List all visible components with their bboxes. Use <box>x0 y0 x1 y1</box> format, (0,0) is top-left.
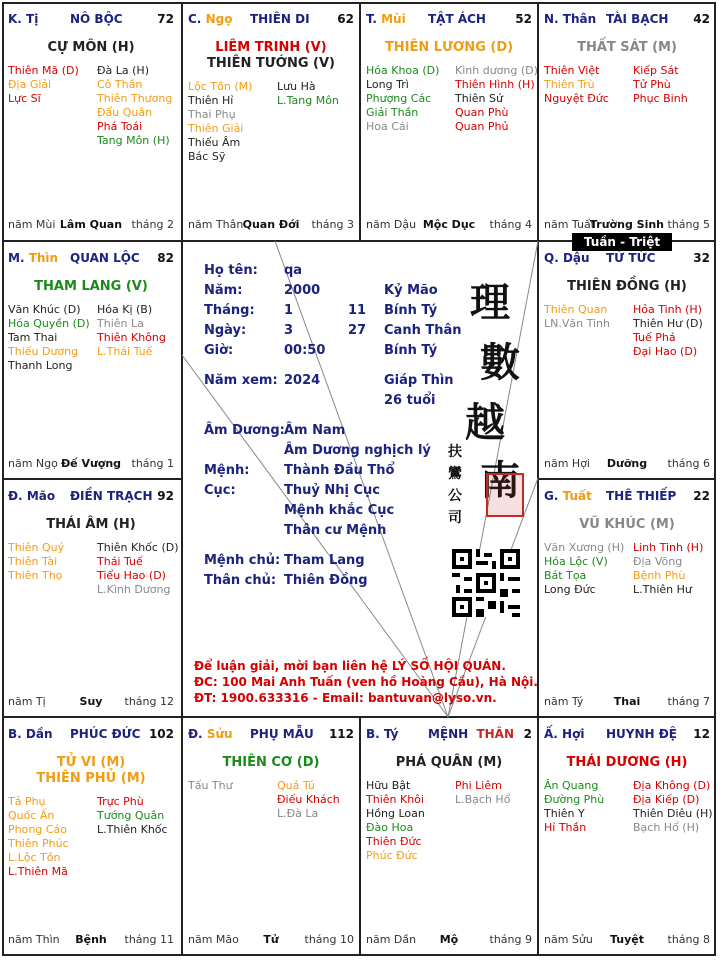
menh-value: Thành Đầu Thổ <box>284 463 395 478</box>
minor-star: Tấu Thư <box>188 779 233 792</box>
main-star: THIÊN LƯƠNG (D) <box>384 40 514 55</box>
tuan-triet-badge: Tuần - Triệt <box>572 233 672 251</box>
palace-name: QUAN LỘC <box>70 251 140 265</box>
month-marker: tháng 3 <box>311 218 354 231</box>
minor-star: Phá Toái <box>97 120 143 133</box>
decade-year: năm Thân <box>188 218 244 231</box>
star-column-left <box>544 64 609 106</box>
earthly-branch: Tý <box>383 727 399 741</box>
heavenly-stem: N. <box>544 12 559 26</box>
minor-star: Hoa Cái <box>366 120 409 133</box>
main-star: THIÊN TƯỚNG (V) <box>207 56 335 71</box>
minor-star: Hóa Quyền (D) <box>8 317 90 330</box>
minor-star: Văn Xương (H) <box>544 541 625 554</box>
palace-number: 92 <box>157 489 174 503</box>
month-marker: tháng 10 <box>304 933 354 946</box>
month-marker: tháng 5 <box>667 218 710 231</box>
minor-star: Thiên Tài <box>8 555 58 568</box>
month-marker: tháng 8 <box>667 933 710 946</box>
palace-cell-dan[interactable] <box>2 717 180 955</box>
main-star: THIÊN ĐỒNG (H) <box>567 279 687 294</box>
minor-star: Quan Phủ <box>455 120 509 133</box>
heavenly-stem: Q. <box>544 251 559 265</box>
minor-star: LN.Văn Tinh <box>544 317 610 330</box>
main-star: THÁI ÂM (H) <box>46 517 136 532</box>
decade-year: năm Tuất <box>544 218 595 231</box>
star-column-left <box>8 795 69 879</box>
minor-star: Hồng Loan <box>366 807 425 820</box>
cuc-label: Cục: <box>204 483 236 498</box>
life-stage: Quan Đới <box>242 218 300 231</box>
palace-name: TÀI BẠCH <box>606 12 669 26</box>
palace-footer <box>544 218 710 232</box>
minor-star: Thiên Hình (H) <box>455 78 535 91</box>
minor-star: Nguyệt Đức <box>544 92 609 105</box>
palace-cell-hoi[interactable] <box>538 717 716 955</box>
palace-footer <box>8 457 174 471</box>
minor-star: Hóa Khoa (D) <box>366 64 440 77</box>
amduong-value: Âm Nam <box>284 423 346 438</box>
life-stage: Mộc Dục <box>422 218 476 231</box>
year-label: Năm: <box>204 283 243 298</box>
minor-star: Địa Giải <box>8 78 52 91</box>
minor-star: Thiên Quan <box>544 303 608 316</box>
heavenly-stem: C. <box>188 12 202 26</box>
palace-number: 102 <box>148 727 174 741</box>
minor-star: Bác Sỹ <box>188 150 226 163</box>
month-marker: tháng 9 <box>489 933 532 946</box>
hour-can: Bính Tý <box>384 343 438 358</box>
name-value: qa <box>284 263 303 278</box>
palace-cell-thin[interactable] <box>2 241 180 479</box>
minor-star: Thiên Không <box>97 331 166 344</box>
star-column-left <box>366 64 439 134</box>
palace-header <box>8 251 174 267</box>
minor-star: L.Thiên Hư <box>633 583 692 596</box>
calligraphy-small: 司 <box>448 510 462 526</box>
calligraphy-small: 公 <box>448 488 462 504</box>
minor-star: Thiên Trù <box>544 78 595 91</box>
minor-star: Thái Tuế <box>97 555 143 568</box>
minor-star: Địa Không (D) <box>633 779 711 792</box>
decade-year: năm Thìn <box>8 933 60 946</box>
main-star: THẤT SÁT (M) <box>577 40 677 55</box>
minor-star: Phong Cáo <box>8 823 67 836</box>
minor-star: Long Đức <box>544 583 596 596</box>
palace-name: PHÚC ĐỨC <box>70 727 141 741</box>
main-star: TỬ VI (M) <box>56 755 126 770</box>
palace-footer <box>544 457 710 471</box>
minor-star: Văn Khúc (D) <box>8 303 81 316</box>
decade-year: năm Sửu <box>544 933 593 946</box>
qr-code-icon[interactable] <box>452 549 520 617</box>
center-info-panel <box>180 241 538 717</box>
view-year-label: Năm xem: <box>204 373 278 388</box>
palace-name: THÊ THIẾP <box>606 489 677 503</box>
palace-name: HUYNH ĐỆ <box>606 727 677 741</box>
heavenly-stem: B. <box>8 727 22 741</box>
minor-star: Quan Phù <box>455 106 509 119</box>
minor-star: Đẩu Quân <box>97 106 153 119</box>
month-value: 1 <box>284 303 294 318</box>
heavenly-stem: M. <box>8 251 25 265</box>
minor-star: L.Thiên Mã <box>8 865 68 878</box>
minor-star: Quốc Ấn <box>8 809 55 822</box>
minor-star: L.Thái Tuế <box>97 345 153 358</box>
minor-star: Thiếu Dương <box>8 345 79 358</box>
age-value: 26 tuổi <box>384 393 436 408</box>
heavenly-stem: T. <box>366 12 377 26</box>
palace-name: NÔ BỘC <box>70 12 123 26</box>
minor-star: Thiên Thọ <box>8 569 63 582</box>
palace-footer <box>8 933 174 947</box>
palace-number: 82 <box>157 251 174 265</box>
palace-header <box>8 727 174 743</box>
day-label: Ngày: <box>204 323 247 338</box>
minor-star: Thiên Thương <box>97 92 173 105</box>
minor-star: Bát Tọa <box>544 569 587 582</box>
life-stage: Dưỡng <box>606 457 648 470</box>
calligraphy-small: 扶 <box>448 444 462 460</box>
minor-star: Bệnh Phù <box>633 569 686 582</box>
calligraphy-char: 理 <box>470 279 510 326</box>
earthly-branch: Dần <box>25 727 53 741</box>
star-column-right <box>97 541 179 597</box>
month-marker: tháng 12 <box>124 695 174 708</box>
earthly-branch: Tuất <box>562 489 592 503</box>
star-column-right <box>633 303 703 359</box>
main-star: LIÊM TRINH (V) <box>215 40 327 55</box>
minor-star: Thiên Hỉ <box>188 94 234 107</box>
hour-value: 00:50 <box>284 343 326 358</box>
palace-header <box>8 489 174 505</box>
minor-star: Tiểu Hao (D) <box>97 569 166 582</box>
than-chu-label: Thân chủ: <box>204 573 277 588</box>
palace-footer <box>8 218 174 232</box>
main-star: THÁI DƯƠNG (H) <box>566 755 688 770</box>
life-stage: Bệnh <box>75 933 107 946</box>
minor-star: Thiên Đức <box>366 835 422 848</box>
minor-star: Thiên Y <box>544 807 585 820</box>
minor-star: Lộc Tồn (M) <box>188 80 253 93</box>
palace-cell-ngo[interactable] <box>182 2 360 240</box>
earthly-branch: Ngọ <box>205 12 233 26</box>
star-column-left <box>8 541 64 583</box>
life-stage: Lâm Quan <box>59 218 123 231</box>
view-year-can: Giáp Thìn <box>384 373 454 388</box>
palace-header <box>8 12 174 28</box>
than-chu-value: Thiên Đồng <box>284 573 368 588</box>
palace-number: 42 <box>693 12 710 26</box>
heavenly-stem: G. <box>544 489 559 503</box>
cuc-value: Thuỷ Nhị Cục <box>284 483 380 498</box>
year-value: 2000 <box>284 283 321 298</box>
minor-star: Hỏa Tinh (H) <box>633 303 702 316</box>
life-stage: Thai <box>613 695 641 708</box>
hour-label: Giờ: <box>204 343 234 358</box>
than-cu-note: Thân cư Mệnh <box>284 523 387 538</box>
minor-star: Thiên Khôi <box>366 793 424 806</box>
decade-year: năm Mão <box>188 933 239 946</box>
contact-line: Để luận giải, mời bạn liên hệ LÝ SỐ HỘI QUÁN. <box>194 659 506 673</box>
minor-star: Đường Phù <box>544 793 605 806</box>
palace-header <box>188 727 354 743</box>
palace-cell-dau[interactable] <box>538 241 716 479</box>
minor-star: Hóa Lộc (V) <box>544 555 608 568</box>
palace-cell-ty[interactable] <box>360 717 538 955</box>
minor-star: Cô Thần <box>97 78 143 91</box>
month-marker: tháng 2 <box>131 218 174 231</box>
palace-header <box>544 251 710 267</box>
minor-star: Tam Thai <box>8 331 58 344</box>
minor-star: Đại Hao (D) <box>633 345 698 358</box>
star-column-right <box>277 80 339 108</box>
palace-cell-mui[interactable] <box>360 2 538 240</box>
minor-star: Lưu Hà <box>277 80 316 93</box>
palace-name: THIÊN DI <box>250 12 310 26</box>
palace-number: 2 <box>523 727 532 741</box>
month-label: Tháng: <box>204 303 255 318</box>
heavenly-stem: Đ. <box>8 489 23 503</box>
minor-star: Thanh Long <box>8 359 73 372</box>
life-stage: Suy <box>79 695 103 708</box>
life-stage: Tuyệt <box>609 933 644 946</box>
minor-star: Phượng Các <box>366 92 432 105</box>
palace-number: 52 <box>515 12 532 26</box>
menh-chu-value: Tham Lang <box>284 553 365 568</box>
calligraphy-char: 越 <box>465 399 505 446</box>
heavenly-stem: Ấ. <box>544 727 558 741</box>
star-column-left <box>188 779 233 793</box>
minor-star: Linh Tinh (H) <box>633 541 704 554</box>
palace-header <box>544 12 710 28</box>
star-column-right <box>97 64 172 148</box>
palace-footer <box>366 933 532 947</box>
minor-star: Đào Hoa <box>366 821 414 834</box>
minor-star: Tả Phụ <box>8 795 46 808</box>
earthly-branch: Thân <box>562 12 597 26</box>
minor-star: Thiên Phúc <box>8 837 69 850</box>
palace-cell-suu[interactable] <box>182 717 360 955</box>
star-column-left <box>8 303 90 373</box>
view-year-value: 2024 <box>284 373 321 388</box>
palace-footer <box>188 933 354 947</box>
main-star: VŨ KHÚC (M) <box>579 517 675 532</box>
earthly-branch: Mão <box>26 489 56 503</box>
decade-year: năm Hợi <box>544 457 590 470</box>
minor-star: Giải Thần <box>366 106 419 119</box>
palace-footer <box>366 218 532 232</box>
minor-star: L.Tang Môn <box>277 94 339 107</box>
star-column-right <box>633 64 688 106</box>
star-column-left <box>544 779 604 835</box>
minor-star: Phi Liêm <box>455 779 502 792</box>
earthly-branch: Mùi <box>381 12 406 26</box>
palace-cell-mao[interactable] <box>2 479 180 717</box>
cuc-note: Mệnh khắc Cục <box>284 503 395 518</box>
decade-year: năm Dần <box>366 933 417 946</box>
minor-star: Tang Môn (H) <box>97 134 170 147</box>
palace-header <box>188 12 354 28</box>
amduong-note: Âm Dương nghịch lý <box>284 443 431 458</box>
star-column-left <box>544 303 610 331</box>
decade-year: năm Mùi <box>8 218 56 231</box>
minor-star: Bạch Hổ (H) <box>633 821 700 834</box>
palace-number: 72 <box>157 12 174 26</box>
name-label: Họ tên: <box>204 263 258 278</box>
main-star: THIÊN PHỦ (M) <box>36 771 146 786</box>
minor-star: Long Trì <box>366 78 409 91</box>
palace-footer <box>544 695 710 709</box>
minor-star: Thiên Diêu (H) <box>633 807 713 820</box>
palace-number: 32 <box>693 251 710 265</box>
palace-number: 22 <box>693 489 710 503</box>
earthly-branch: Tị <box>26 12 39 26</box>
palace-header <box>366 727 532 743</box>
heavenly-stem: B. <box>366 727 380 741</box>
main-star: PHÁ QUÂN (M) <box>395 755 503 770</box>
day-can: Canh Thân <box>384 323 462 338</box>
palace-header <box>544 489 710 505</box>
month-marker: tháng 7 <box>667 695 710 708</box>
life-stage: Đế Vượng <box>60 457 122 470</box>
address-line: ĐC: 100 Mai Anh Tuấn (ven hồ Hoàng Cầu), Hà Nội. <box>194 675 538 689</box>
month-marker: tháng 6 <box>667 457 710 470</box>
decade-year: năm Dậu <box>366 218 417 231</box>
minor-star: Kiếp Sát <box>633 64 679 77</box>
day-value: 3 <box>284 323 294 338</box>
minor-star: Hỉ Thần <box>544 821 587 834</box>
minor-star: Thiên Hư (D) <box>633 317 703 330</box>
life-stage: Trường Sinh <box>590 218 664 231</box>
minor-star: Địa Võng <box>633 555 683 568</box>
menh-chu-label: Mệnh chủ: <box>204 553 281 568</box>
minor-star: Thiên Giải <box>188 122 244 135</box>
month-marker: tháng 4 <box>489 218 532 231</box>
palace-name: TỬ TỨC <box>606 251 656 265</box>
palace-cell-than[interactable] <box>538 2 716 240</box>
main-star: CỰ MÔN (H) <box>47 40 135 55</box>
minor-star: Tuế Phá <box>633 331 676 344</box>
minor-star: Quả Tú <box>277 779 315 792</box>
palace-header <box>366 12 532 28</box>
minor-star: Điếu Khách <box>277 793 340 806</box>
month-marker: tháng 1 <box>131 457 174 470</box>
star-column-left <box>8 64 79 106</box>
minor-star: Hóa Kị (B) <box>97 303 153 316</box>
life-stage: Tử <box>263 933 279 946</box>
palace-cell-ti[interactable] <box>2 2 180 240</box>
minor-star: L.Bạch Hổ <box>455 793 511 806</box>
star-column-right <box>97 795 168 837</box>
minor-star: L.Đà La <box>277 807 319 820</box>
calligraphy-small: 鸞 <box>448 466 462 482</box>
life-stage: Mộ <box>439 933 459 946</box>
red-seal-icon <box>486 473 524 517</box>
palace-number: 62 <box>337 12 354 26</box>
palace-footer <box>8 695 174 709</box>
decade-year: năm Ngọ <box>8 457 58 470</box>
minor-star: Đà La (H) <box>97 64 149 77</box>
year-can: Kỷ Mão <box>384 283 438 298</box>
minor-star: L.Kình Dương <box>97 583 171 596</box>
star-column-right <box>633 779 713 835</box>
main-star: THIÊN CƠ (D) <box>222 755 320 770</box>
palace-cell-tuat[interactable] <box>538 479 716 717</box>
minor-star: Thiên La <box>97 317 144 330</box>
minor-star: Phục Binh <box>633 92 688 105</box>
heavenly-stem: Đ. <box>188 727 203 741</box>
minor-star: Hữu Bật <box>366 779 411 792</box>
minor-star: Thai Phụ <box>188 108 236 121</box>
calligraphy-char: 數 <box>480 339 520 386</box>
heavenly-stem: K. <box>8 12 22 26</box>
decade-year: năm Tý <box>544 695 584 708</box>
calligraphy-char: 南 <box>480 457 520 504</box>
palace-name: PHỤ MẪU <box>250 727 314 741</box>
star-column-left <box>366 779 425 863</box>
star-column-left <box>544 541 624 597</box>
palace-number: 112 <box>328 727 354 741</box>
minor-star: Trực Phù <box>97 795 144 808</box>
palace-name: MỆNH <box>428 727 469 741</box>
palace-name: TẬT ÁCH <box>428 12 486 26</box>
minor-star: Ân Quang <box>544 779 599 792</box>
star-column-right <box>633 541 703 597</box>
star-column-right <box>455 779 510 807</box>
decade-year: năm Tị <box>8 695 46 708</box>
minor-star: Địa Kiếp (D) <box>633 793 700 806</box>
minor-star: Thiên Khốc (D) <box>97 541 179 554</box>
minor-star: L.Thiên Khốc <box>97 823 168 836</box>
palace-header <box>544 727 710 743</box>
earthly-branch: Dậu <box>562 251 590 265</box>
palace-footer <box>188 218 354 232</box>
phone-email-line[interactable]: ĐT: 1900.633316 - Email: bantuvan@lyso.vn. <box>194 691 497 705</box>
minor-star: Tử Phù <box>633 78 671 91</box>
minor-star: Thiên Sứ <box>455 92 503 105</box>
star-column-right <box>277 779 340 821</box>
minor-star: Lực Sĩ <box>8 92 41 105</box>
amduong-label: Âm Dương: <box>204 423 285 438</box>
month-lunar: 11 <box>348 303 367 318</box>
palace-number: 12 <box>693 727 710 741</box>
earthly-branch: Thìn <box>28 251 59 265</box>
menh-label: Mệnh: <box>204 463 250 478</box>
palace-name: ĐIỀN TRẠCH <box>70 489 153 503</box>
earthly-branch: Sửu <box>206 727 233 741</box>
main-star: THAM LANG (V) <box>34 279 148 294</box>
minor-star: Thiên Mã (D) <box>8 64 79 77</box>
minor-star: Phúc Đức <box>366 849 418 862</box>
palace-footer <box>544 933 710 947</box>
minor-star: Thiên Việt <box>544 64 600 77</box>
star-column-left <box>188 80 252 164</box>
earthly-branch: Hợi <box>562 727 585 741</box>
month-can: Bính Tý <box>384 303 438 318</box>
minor-star: Thiên Quý <box>8 541 65 554</box>
than-marker: THÂN <box>476 727 514 741</box>
minor-star: L.Lộc Tồn <box>8 851 61 864</box>
star-column-right <box>455 64 538 134</box>
day-lunar: 27 <box>348 323 367 338</box>
star-column-right <box>97 303 166 359</box>
month-marker: tháng 11 <box>124 933 174 946</box>
minor-star: Tướng Quân <box>97 809 165 822</box>
minor-star: Thiếu Âm <box>188 136 241 149</box>
minor-star: Kình dương (D) <box>455 64 538 77</box>
